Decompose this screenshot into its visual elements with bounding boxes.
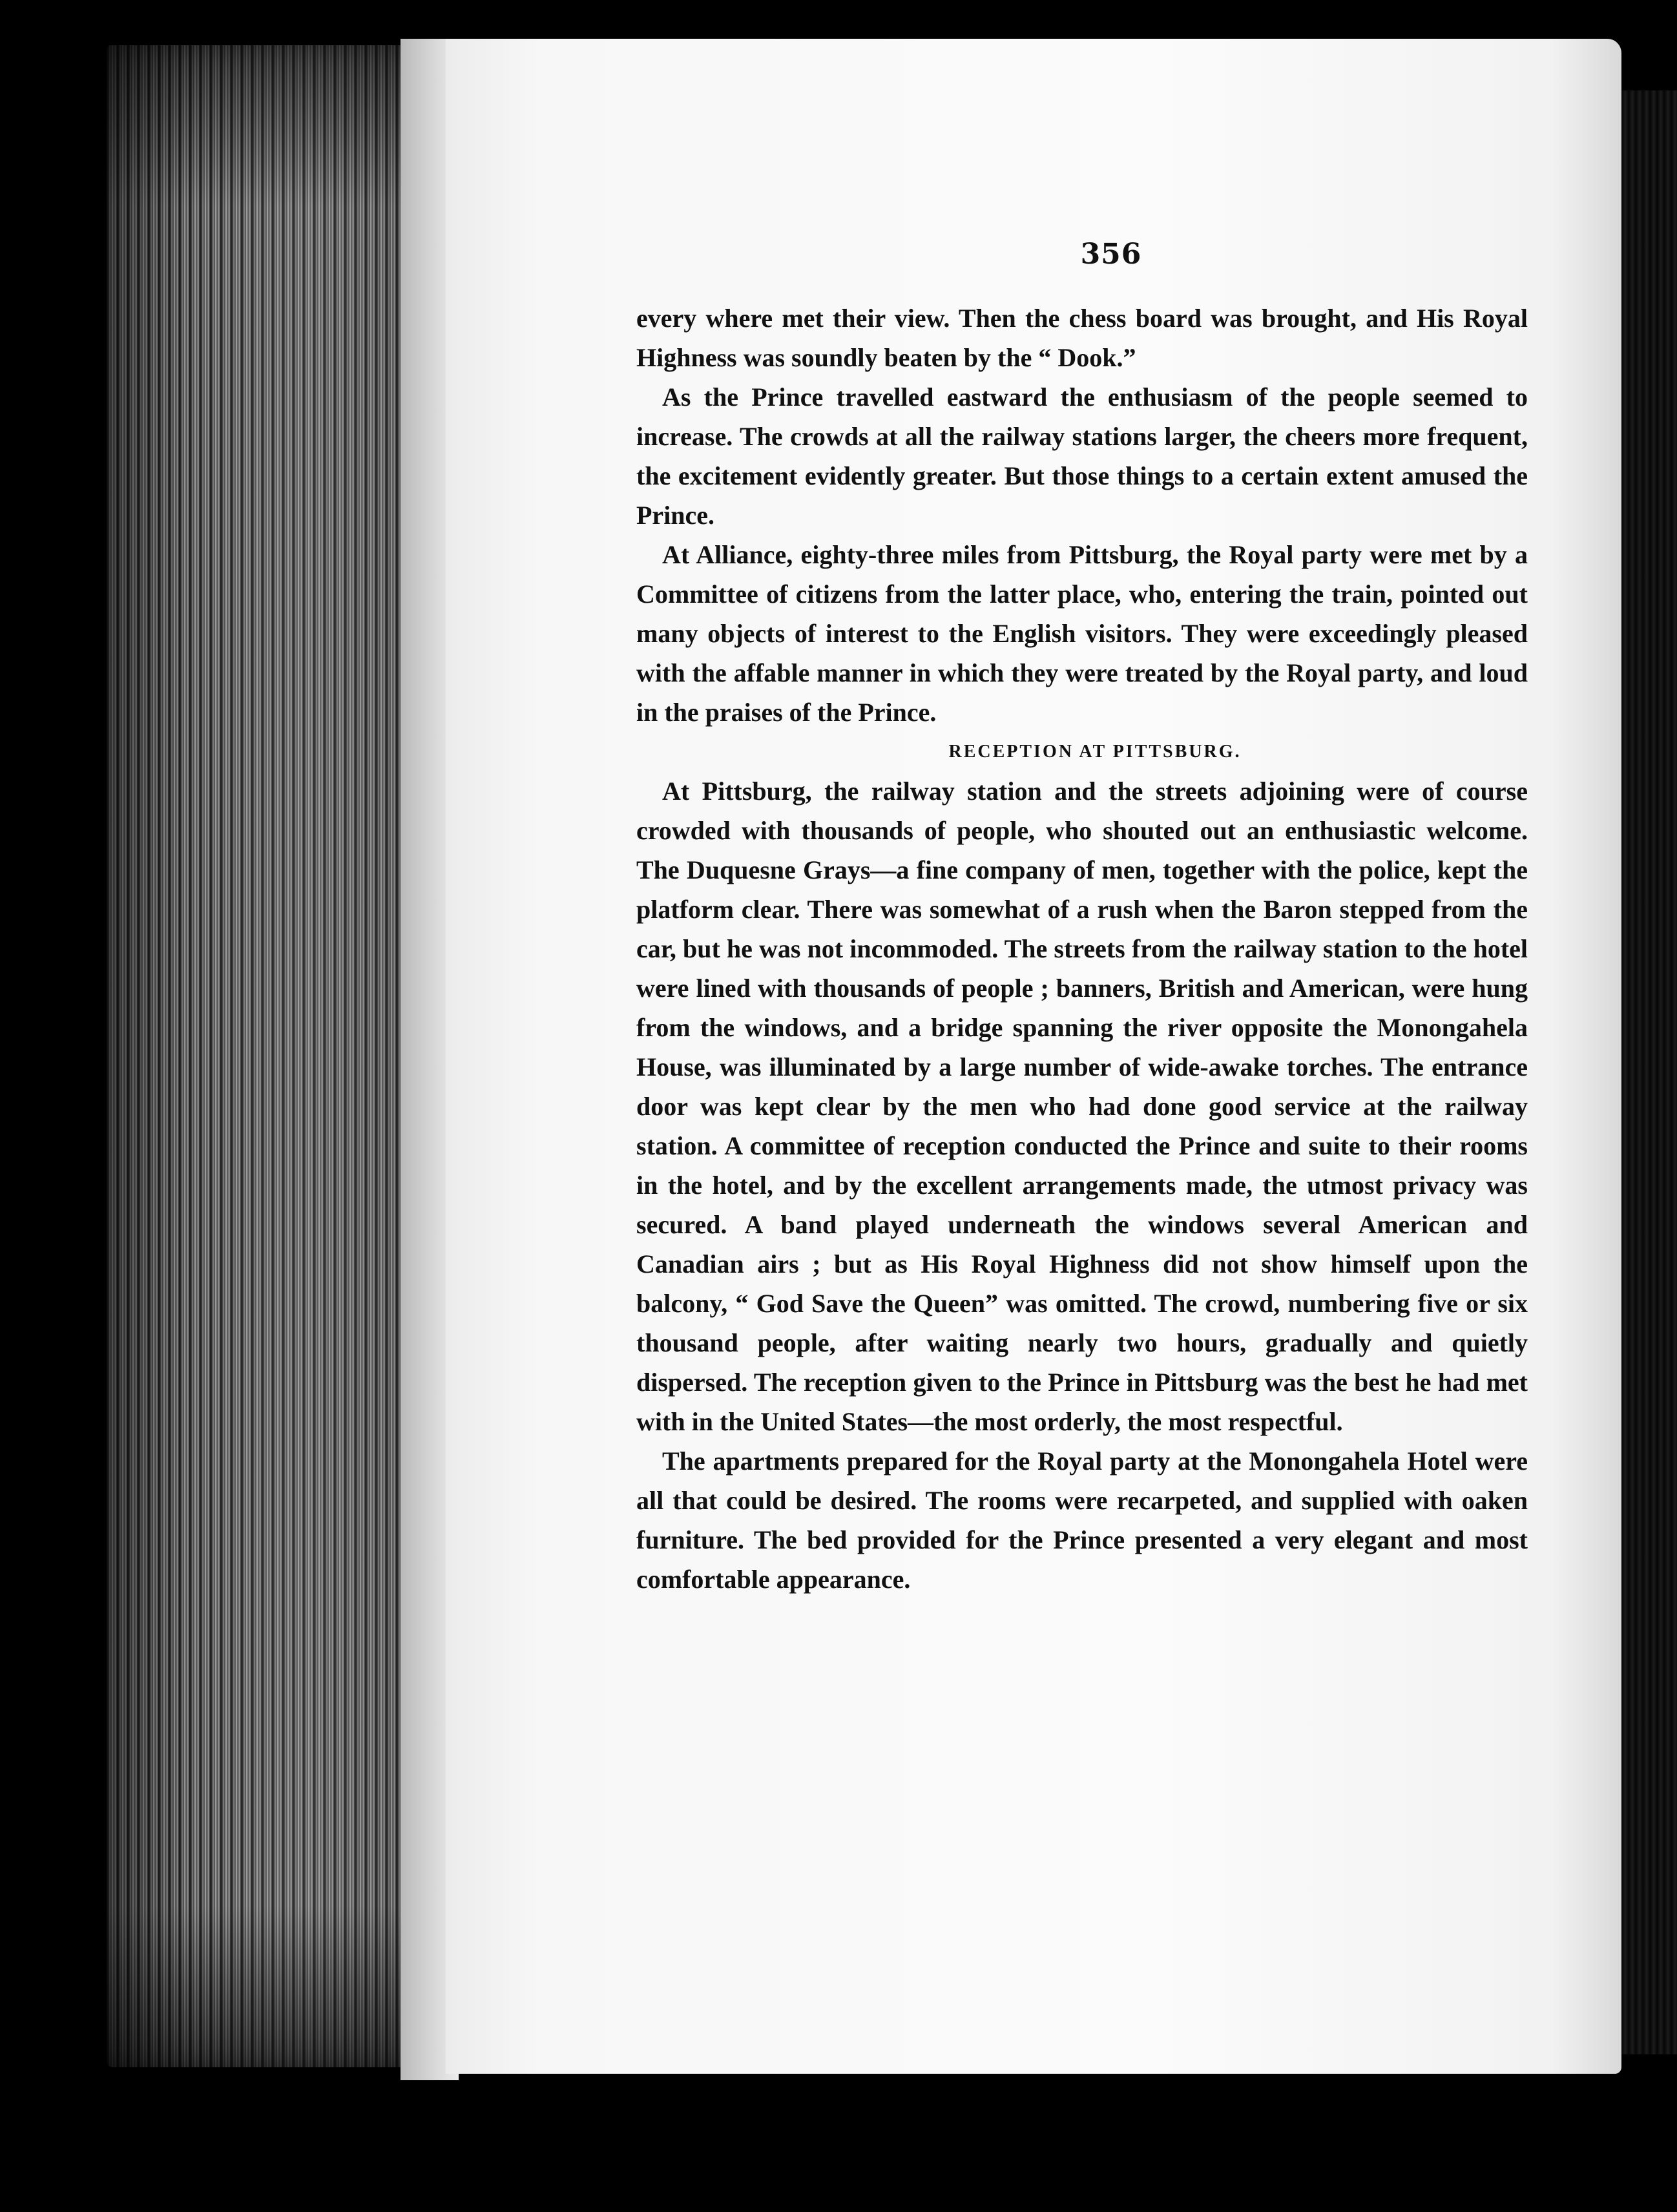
page-number: 356 <box>1080 238 1142 271</box>
binding-edge <box>1621 90 1677 2054</box>
book-page-edges <box>107 45 443 2067</box>
paragraph-3: At Alliance, eighty-three miles from Pittsburg, the Royal party were met by a Committee of citizens from the latter place, who, entering the train, pointed out many objects of interest to the English visitors. They were exceedingly pleased with the affable manner in which they were treated by the Royal party, and loud in the praises of the Prince. <box>636 540 1528 727</box>
paragraph-1: every where met their view. Then the chess board was brought, and His Royal Highness was soundly beaten by the “ Dook.” <box>636 304 1528 372</box>
paragraph-5: The apartments prepared for the Royal party at the Monongahela Hotel were all that could be desired. The rooms were recarpeted, and supplied with oaken furniture. The bed provided for the Prince presented a very elegant and most comfortable appearance. <box>636 1446 1528 1594</box>
paragraph-4: At Pittsburg, the railway station and the streets adjoining were of course crowded with thousands of people, who shouted out an enthusiastic welcome. The Duquesne Grays—a fine company of men, together with the police, kept the platform clear. There was somewhat of a rush when the Baron stepped from the car, but he was not incommoded. The streets from the railway station to the hotel were lined with thousands of people ; banners, British and American, were hung from the windows, and a bridge spanning the river opposite the Monongahela House, was illuminated by a large number of wide-awake torches. The entrance door was kept clear by the men who had done good service at the railway station. A committee of reception conducted the Prince and suite to their rooms in the hotel, and by the excellent arrangements made, the utmost privacy was secured. A band played underneath the windows several American and Canadian airs ; but as His Royal Highness did not show himself upon the balcony, “ God Save the Queen” was omitted. The crowd, numbering five or six thousand people, after waiting nearly two hours, gradually and quietly dispersed. The reception given to the Prince in Pittsburg was the best he had met with in the United States—the most orderly, the most respectful. <box>636 777 1528 1436</box>
section-heading: RECEPTION AT PITTSBURG. <box>948 742 1242 762</box>
paragraph-2: As the Prince travelled eastward the enthusiasm of the people seemed to increase. The crowds at all the railway stations larger, the cheers more frequent, the excitement evidently greater. But those things to a certain extent amused the Prince. <box>636 382 1528 530</box>
text-block-top <box>636 298 1528 1599</box>
